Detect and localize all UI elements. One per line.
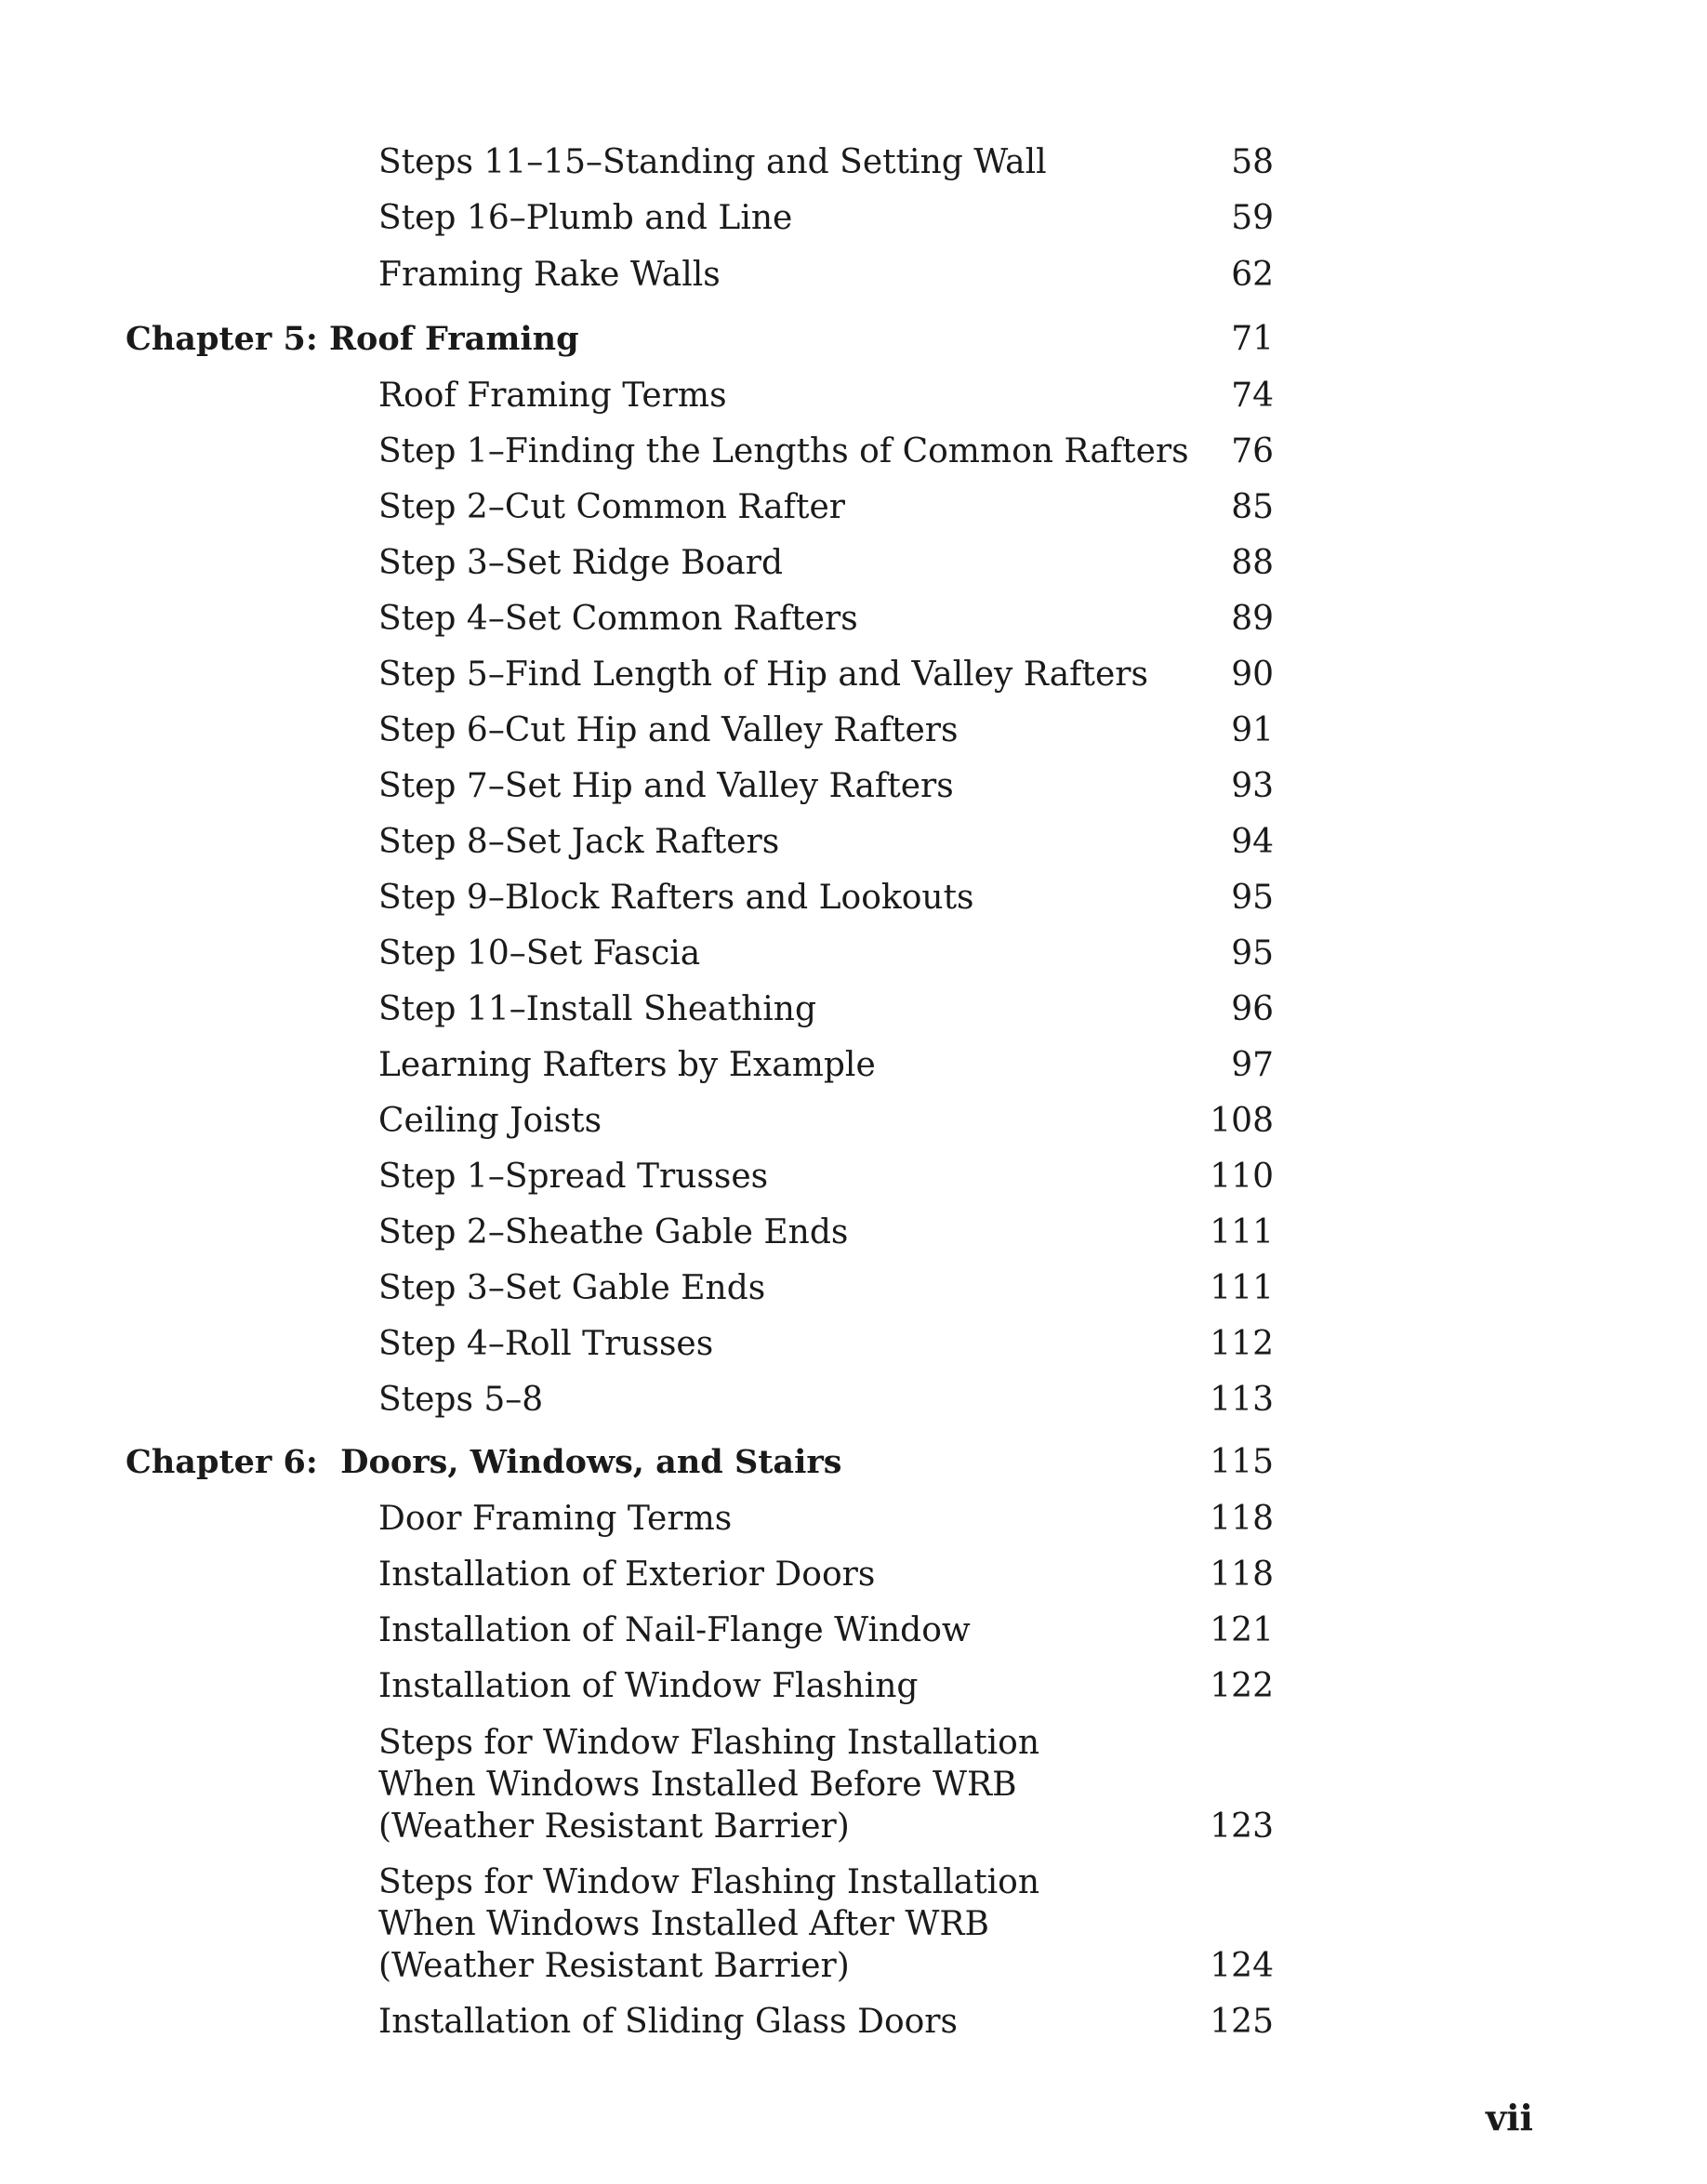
toc-entry-title: Steps 11–15–Standing and Setting Wall	[378, 143, 1047, 181]
toc-entry-title: Installation of Window Flashing	[378, 1667, 919, 1705]
toc-entry-page: 118	[1210, 1500, 1274, 1538]
toc-entry-title: Step 7–Set Hip and Valley Rafters	[378, 767, 954, 805]
toc-entry-page: 96	[1231, 990, 1274, 1028]
toc-entry-page: 97	[1231, 1046, 1274, 1084]
toc-entry-title: Roof Framing Terms	[378, 377, 727, 415]
toc-entry-title: Step 2–Cut Common Rafter	[378, 488, 845, 526]
toc-entry-title: Learning Rafters by Example	[378, 1046, 876, 1084]
toc-entry	[0, 1861, 1707, 1987]
toc-entry-title: Step 5–Find Length of Hip and Valley Rafters	[378, 655, 1148, 694]
toc-entry-page: 113	[1210, 1381, 1274, 1419]
toc-entry-page: 93	[1231, 767, 1274, 805]
toc-entry-page: 76	[1231, 432, 1274, 470]
toc-entry-page: 89	[1231, 600, 1274, 638]
toc-entry-title: Step 4–Roll Trusses	[378, 1325, 714, 1363]
toc-entry-title: Step 4–Set Common Rafters	[378, 600, 858, 638]
toc-entry-title: Step 10–Set Fascia	[378, 934, 701, 973]
toc-entry-page: 62	[1231, 256, 1274, 294]
toc-entry-page: 90	[1231, 655, 1274, 694]
toc-entry-title: Step 3–Set Gable Ends	[378, 1269, 766, 1307]
toc-entry-title: Step 2–Sheathe Gable Ends	[378, 1213, 849, 1251]
toc-entry-title: Step 11–Install Sheathing	[378, 990, 817, 1028]
toc-entry-page: 121	[1210, 1611, 1274, 1649]
page-number: vii	[1486, 2097, 1533, 2138]
toc-entry-title: Step 6–Cut Hip and Valley Rafters	[378, 711, 959, 749]
toc-entry-page: 91	[1231, 711, 1274, 749]
toc-entry-page: 125	[1210, 2003, 1274, 2041]
toc-chapter-title: Chapter 5: Roof Framing	[126, 320, 579, 358]
toc-entry-page: 124	[1210, 1947, 1274, 1985]
toc-entry-page: 94	[1231, 823, 1274, 861]
toc-entry	[0, 1722, 1707, 1847]
toc-entry-title: Installation of Exterior Doors	[378, 1555, 876, 1594]
toc-entry-title: Step 1–Finding the Lengths of Common Rafters	[378, 432, 1189, 470]
toc-entry-title: Steps for Window Flashing Installation When Windows Installed Before WRB (Weather Resistant Barrier)	[378, 1724, 1040, 1846]
toc-entry-title: Installation of Nail-Flange Window	[378, 1611, 971, 1649]
toc-entry-page: 58	[1231, 143, 1274, 181]
toc-entry-page: 123	[1210, 1807, 1274, 1846]
toc-entry-title: Step 16–Plumb and Line	[378, 199, 793, 237]
toc-entry-title: Steps 5–8	[378, 1381, 544, 1419]
toc-entry-title: Ceiling Joists	[378, 1102, 602, 1140]
toc-entry-page: 108	[1210, 1102, 1274, 1140]
toc-entry-title: Step 3–Set Ridge Board	[378, 544, 784, 582]
toc-entry-page: 88	[1231, 544, 1274, 582]
toc-entry-page: 118	[1210, 1555, 1274, 1594]
toc-chapter-title: Chapter 6: Doors, Windows, and Stairs	[126, 1443, 842, 1481]
toc-entry-page: 74	[1231, 377, 1274, 415]
toc-entry-page: 85	[1231, 488, 1274, 526]
toc-chapter-page: 71	[1231, 320, 1274, 358]
toc-entry-title: Step 1–Spread Trusses	[378, 1158, 769, 1196]
toc-entry-title: Step 9–Block Rafters and Lookouts	[378, 879, 974, 917]
toc-entry-title: Door Framing Terms	[378, 1500, 733, 1538]
toc-entry-title: Installation of Sliding Glass Doors	[378, 2003, 958, 2041]
toc-entry-page: 95	[1231, 879, 1274, 917]
toc-entry-title: Framing Rake Walls	[378, 256, 721, 294]
toc-entry-page: 111	[1210, 1213, 1274, 1251]
toc-entry-page: 122	[1210, 1667, 1274, 1705]
toc-entry-page: 112	[1210, 1325, 1274, 1363]
toc-entry-page: 110	[1210, 1158, 1274, 1196]
toc-chapter-page: 115	[1210, 1443, 1274, 1481]
toc-entry-page: 59	[1231, 199, 1274, 237]
toc-entry-page: 111	[1210, 1269, 1274, 1307]
toc-entry-title: Step 8–Set Jack Rafters	[378, 823, 780, 861]
toc-entry-page: 95	[1231, 934, 1274, 973]
toc-entry-title: Steps for Window Flashing Installation When Windows Installed After WRB (Weather Resistant Barrier)	[378, 1863, 1040, 1985]
